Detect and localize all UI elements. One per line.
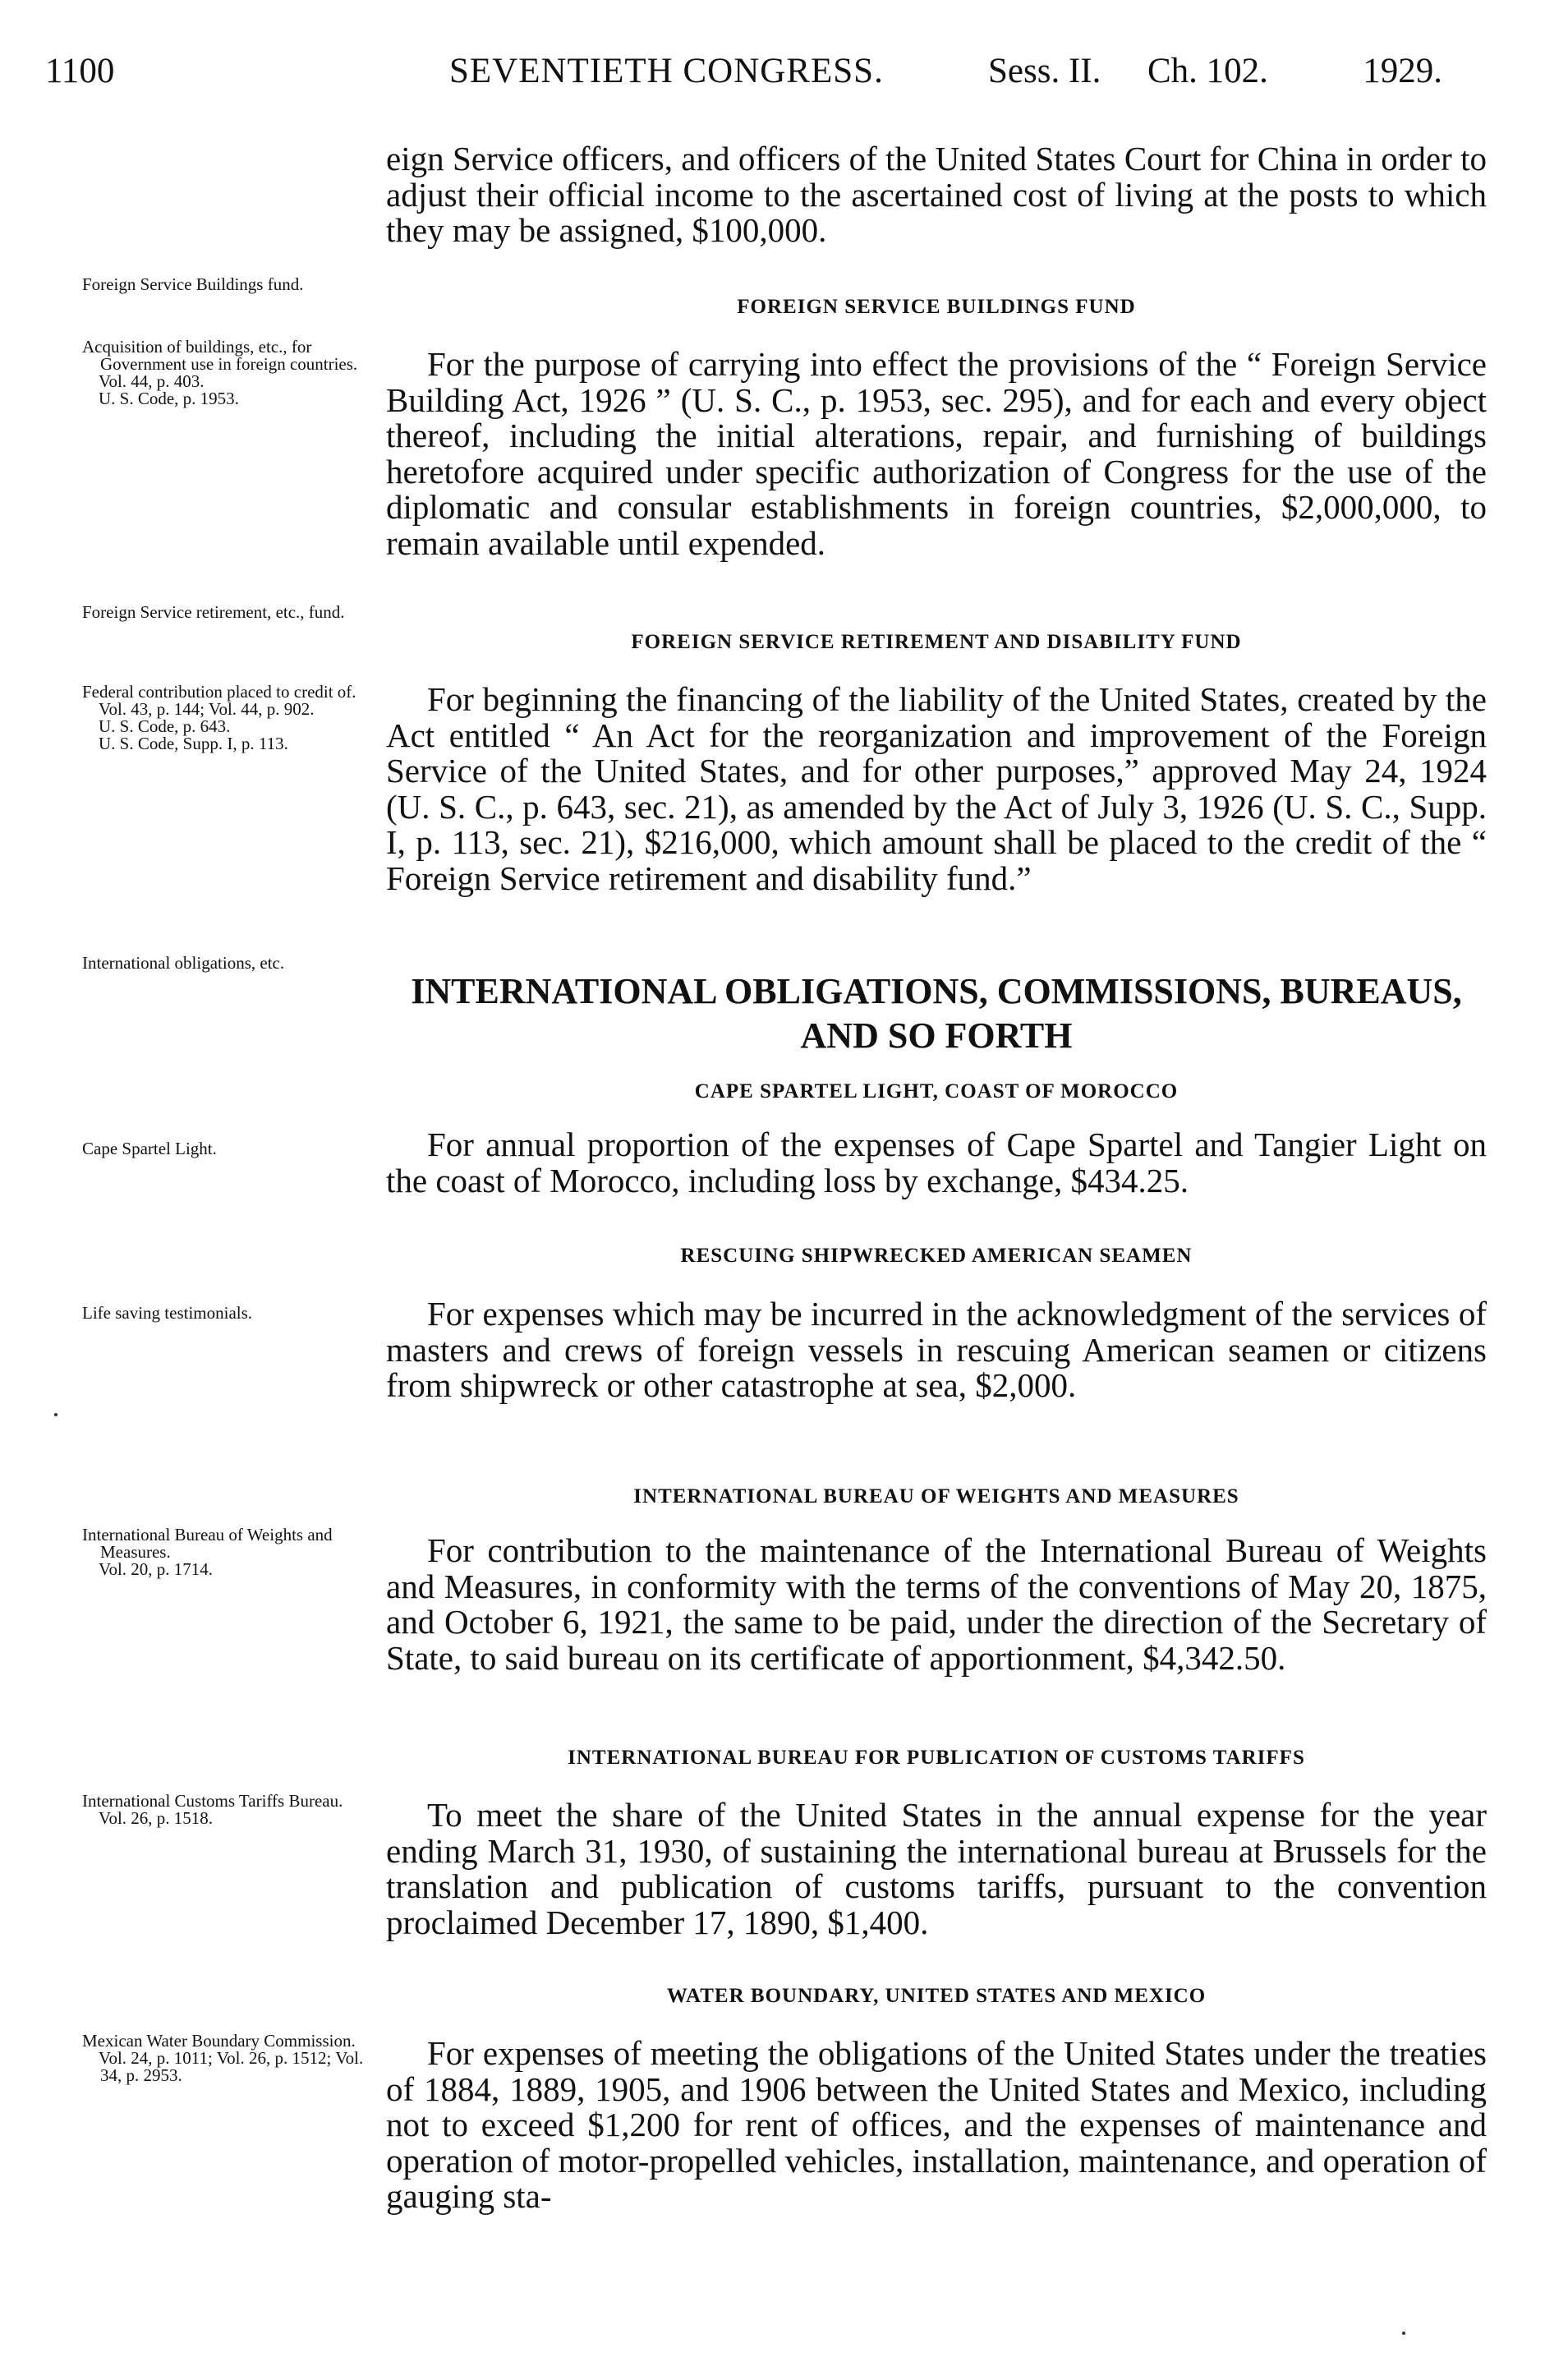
margin-note-reference: Vol. 26, p. 1518. xyxy=(99,1808,214,1828)
margin-note-group xyxy=(82,1793,378,1827)
section-paragraph: For beginning the financing of the liability of the United States, created by the Act entitled “ An Act for the reorganization and improvement of the Foreign Service of the United States, and for other purposes,” approved May 24, 1924 (U. S. C., p. 643, sec. 21), as amended by the Act of July 3, 1926 (U. S. C., Supp. I, p. 113, sec. 21), $216,000, which amount shall be placed to the credit of the “ Foreign Service retirement and disability fund.” xyxy=(386,680,1487,897)
margin-note: Cape Spartel Light. xyxy=(82,1139,217,1158)
page-number: 1100 xyxy=(45,52,115,90)
margin-note: International obligations, etc. xyxy=(82,953,285,973)
major-heading: INTERNATIONAL OBLIGATIONS, COMMISSIONS, BUREAUS, AND SO FORTH xyxy=(411,971,1462,1056)
section-heading: FOREIGN SERVICE BUILDINGS FUND xyxy=(737,296,1136,318)
margin-note-group xyxy=(82,1526,378,1578)
margin-note-group xyxy=(82,955,378,972)
margin-note-reference: Vol. 44, p. 403. xyxy=(99,371,205,391)
stray-mark xyxy=(54,1413,57,1416)
congress-title: SEVENTIETH CONGRESS. xyxy=(449,52,884,90)
section-paragraph: For expenses which may be incurred in the acknowledgment of the services of masters and crews of foreign vessels in rescuing American seamen or citizens from shipwreck or other catastrophe at sea, $2,000. xyxy=(386,1295,1487,1404)
margin-note: Federal contribution placed to credit of. xyxy=(82,682,356,702)
year-label: 1929. xyxy=(1363,52,1442,90)
section-heading: WATER BOUNDARY, UNITED STATES AND MEXICO xyxy=(666,1985,1207,2007)
section-heading: INTERNATIONAL BUREAU FOR PUBLICATION OF CUSTOMS TARIFFS xyxy=(568,1747,1305,1769)
margin-note-group xyxy=(82,684,378,753)
margin-note-group xyxy=(82,1305,378,1322)
section-paragraph: To meet the share of the United States in the annual expense for the year ending March 31, 1930, of sustaining the international bureau at Brussels for the translation and publication of customs tariffs, pursuant to the convention proclaimed December 17, 1890, $1,400. xyxy=(386,1796,1487,1941)
section-heading: RESCUING SHIPWRECKED AMERICAN SEAMEN xyxy=(680,1245,1193,1267)
margin-note-reference: Vol. 20, p. 1714. xyxy=(99,1559,214,1579)
margin-note: Foreign Service Buildings fund. xyxy=(82,274,304,294)
session-label: Sess. II. xyxy=(988,52,1101,90)
margin-note-group xyxy=(82,2032,378,2084)
margin-note-reference: U. S. Code, p. 643. xyxy=(99,716,231,736)
margin-note: Foreign Service retirement, etc., fund. xyxy=(82,602,345,622)
margin-note-group xyxy=(82,338,378,407)
margin-note-group xyxy=(82,276,378,293)
section-heading: CAPE SPARTEL LIGHT, COAST OF MOROCCO xyxy=(694,1080,1179,1103)
margin-note: International Bureau of Weights and Measures. xyxy=(82,1525,333,1562)
chapter-label: Ch. 102. xyxy=(1147,52,1268,90)
margin-note-group xyxy=(82,604,378,621)
margin-note: Life saving testimonials. xyxy=(82,1303,253,1323)
margin-note-reference: U. S. Code, Supp. I, p. 113. xyxy=(99,734,288,753)
intro-paragraph: eign Service officers, and officers of the United States Court for China in order to adjust their official income to the ascertained cost of living at the posts to which they may be assigned, $100,000. xyxy=(386,140,1487,249)
margin-note: Acquisition of buildings, etc., for Government use in foreign countries. xyxy=(82,337,358,374)
margin-note-reference: U. S. Code, p. 1953. xyxy=(99,389,239,408)
margin-note-reference: Vol. 43, p. 144; Vol. 44, p. 902. xyxy=(99,699,315,719)
section-paragraph: For annual proportion of the expenses of Cape Spartel and Tangier Light on the coast of Morocco, including loss by exchange, $434.25. xyxy=(386,1126,1487,1199)
margin-note-group xyxy=(82,1140,378,1158)
section-heading: FOREIGN SERVICE RETIREMENT AND DISABILITY FUND xyxy=(631,631,1242,653)
margin-note-reference: Vol. 24, p. 1011; Vol. 26, p. 1512; Vol. 34, p. 2953. xyxy=(99,2048,364,2085)
section-paragraph: For contribution to the maintenance of the International Bureau of Weights and Measures, in conformity with the terms of the conventions of May 20, 1875, and October 6, 1921, the same to be paid, under the direction of the Secretary of State, to said bureau on its certificate of apportionment, $4,342.50. xyxy=(386,1531,1487,1677)
section-paragraph: For the purpose of carrying into effect the provisions of the “ Foreign Service Building Act, 1926 ” (U. S. C., p. 1953, sec. 295), and for each and every object thereof, including the initial alterations, repair, and furnishing of buildings heretofore acquired under specific authorization of Congress for the use of the diplomatic and consular establishments in foreign countries, $2,000,000, to remain available until expended. xyxy=(386,345,1487,562)
section-paragraph: For expenses of meeting the obligations of the United States under the treaties of 1884, 1889, 1905, and 1906 between the United States and Mexico, including not to exceed $1,200 for rent of offices, and the expenses of maintenance and operation of motor-propelled vehicles, installation, maintenance, and operation of gauging sta- xyxy=(386,2034,1487,2215)
margin-note: International Customs Tariffs Bureau. xyxy=(82,1791,343,1811)
running-header xyxy=(45,51,1442,100)
section-heading: INTERNATIONAL BUREAU OF WEIGHTS AND MEASURES xyxy=(633,1485,1239,1508)
margin-note: Mexican Water Boundary Commission. xyxy=(82,2031,356,2051)
stray-mark xyxy=(1402,2332,1405,2335)
